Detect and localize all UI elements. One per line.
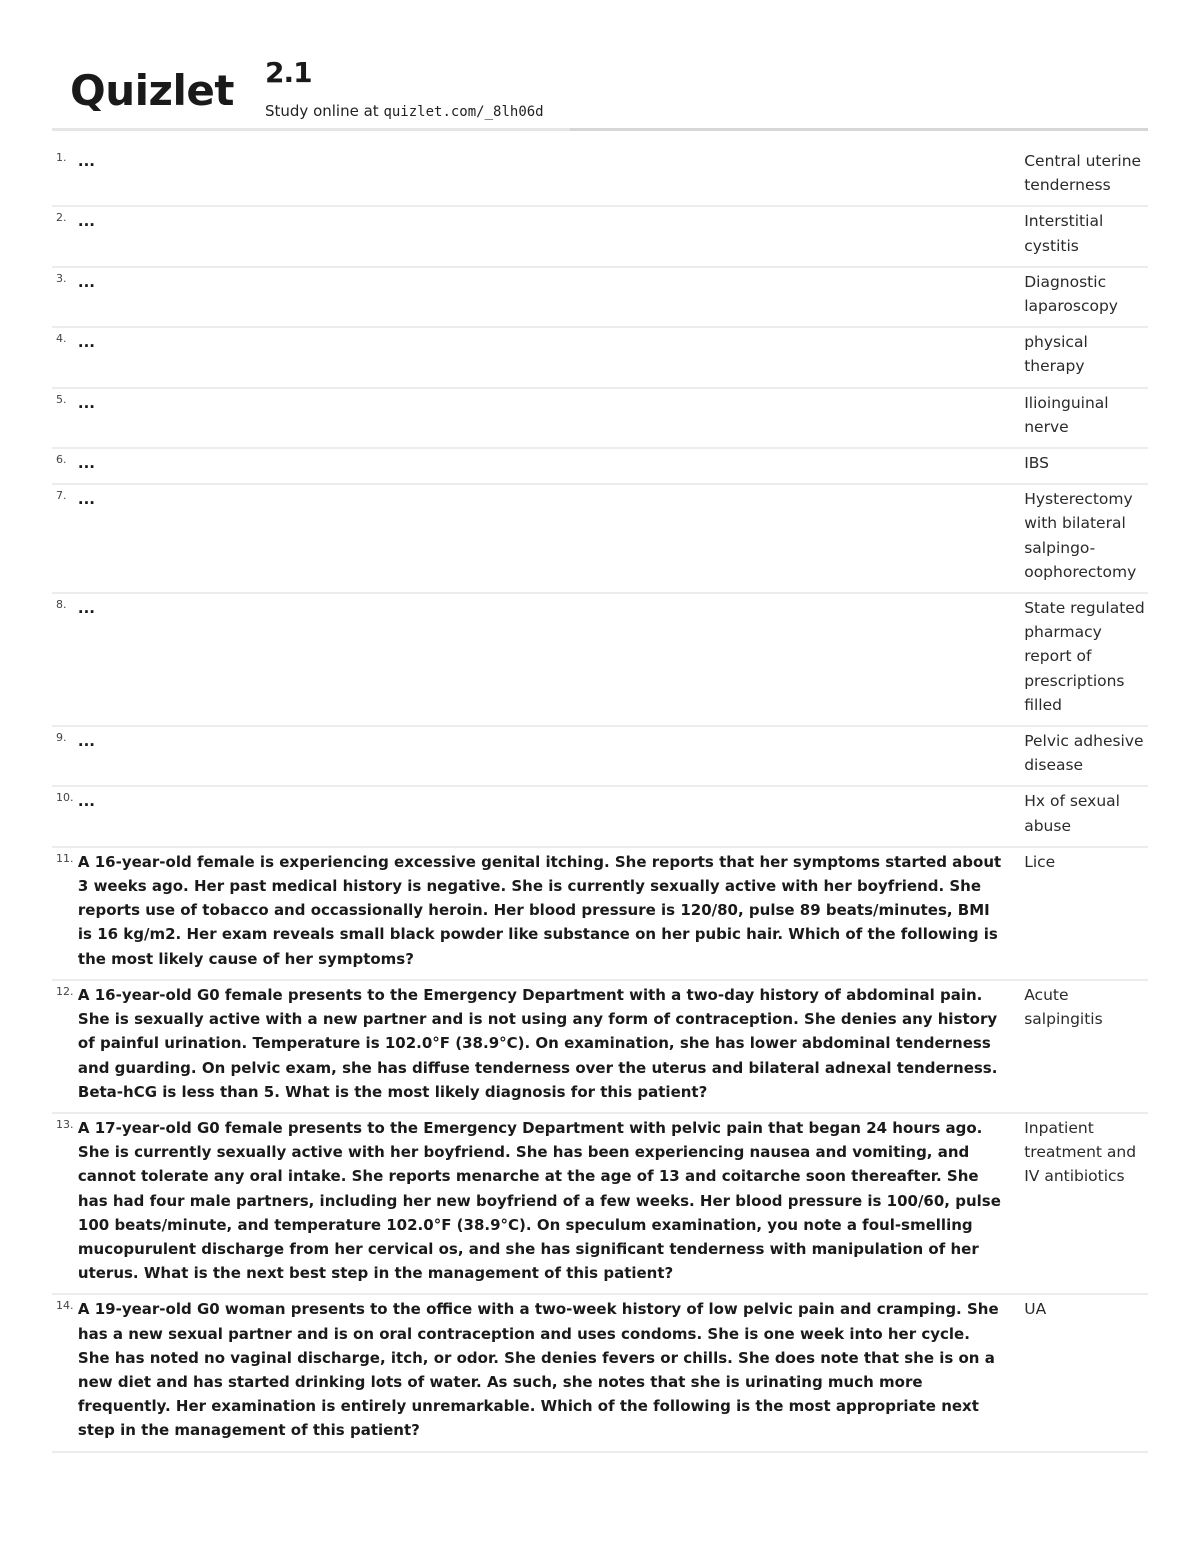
card-definition: IBS bbox=[1012, 448, 1148, 484]
flashcard-row bbox=[52, 147, 1148, 206]
card-definition: Central uterine tenderness bbox=[1012, 147, 1148, 206]
card-definition: State regulated pharmacy report of prescriptions filled bbox=[1012, 593, 1148, 726]
card-term: ... bbox=[78, 484, 1012, 593]
study-url-link[interactable]: quizlet.com/_8lh06d bbox=[383, 104, 544, 120]
card-number: 3. bbox=[52, 267, 78, 327]
card-term: ... bbox=[78, 786, 1012, 846]
card-number: 11. bbox=[52, 847, 78, 980]
card-term: A 16-year-old female is experiencing excessive genital itching. She reports that her symptoms started about 3 weeks ago. Her past medical history is negative. She is currently sexually active with her boyfriend. She reports use of tobacco and occassionally heroin. Her blood pressure is 120/80, pulse 89 beats/minutes, BMI is 16 kg/m2. Her exam reveals small black powder like substance on her pubic hair. Which of the following is the most likely cause of her symptoms? bbox=[78, 847, 1012, 980]
card-term: A 16-year-old G0 female presents to the Emergency Department with a two-day history of abdominal pain. She is sexually active with a new partner and is not using any form of contraception. She denies any history of painful urination. Temperature is 102.0°F (38.9°C). On examination, she has lower abdominal tenderness and guarding. On pelvic exam, she has diffuse tenderness over the uterus and bilateral adnexal tenderness. Beta-hCG is less than 5. What is the most likely diagnosis for this patient? bbox=[78, 980, 1012, 1113]
card-term: A 17-year-old G0 female presents to the Emergency Department with pelvic pain that began 24 hours ago. She is currently sexually active with her boyfriend. She has been experiencing nausea and vomiting, and cannot tolerate any oral intake. She reports menarche at the age of 13 and coitarche soon thereafter. She has had four male partners, including her new boyfriend of a few weeks. Her blood pressure is 100/60, pulse 100 beats/minute, and temperature 102.0°F (38.9°C). On speculum examination, you note a foul-smelling mucopurulent discharge from her cervical os, and she has significant tenderness with manipulation of her uterus. What is the next best step in the management of this patient? bbox=[78, 1113, 1012, 1294]
card-definition: Lice bbox=[1012, 847, 1148, 980]
card-definition: UA bbox=[1012, 1294, 1148, 1451]
flashcard-row bbox=[52, 388, 1148, 448]
card-number: 7. bbox=[52, 484, 78, 593]
card-number: 13. bbox=[52, 1113, 78, 1294]
study-prefix: Study online at bbox=[265, 102, 384, 120]
flashcard-row bbox=[52, 1294, 1148, 1451]
flashcard-row bbox=[52, 847, 1148, 980]
page-header bbox=[52, 52, 1148, 132]
flashcard-row bbox=[52, 786, 1148, 846]
quizlet-logo[interactable]: Quizlet bbox=[70, 66, 234, 115]
study-online-line bbox=[265, 102, 544, 120]
flashcard-row bbox=[52, 593, 1148, 726]
card-definition: Ilioinguinal nerve bbox=[1012, 388, 1148, 448]
card-number: 14. bbox=[52, 1294, 78, 1451]
header-divider bbox=[52, 128, 1148, 131]
card-number: 9. bbox=[52, 726, 78, 786]
card-definition: Acute salpingitis bbox=[1012, 980, 1148, 1113]
card-term: ... bbox=[78, 593, 1012, 726]
card-number: 8. bbox=[52, 593, 78, 726]
card-definition: Pelvic adhesive disease bbox=[1012, 726, 1148, 786]
card-number: 10. bbox=[52, 786, 78, 846]
card-term: ... bbox=[78, 267, 1012, 327]
flashcard-row bbox=[52, 1113, 1148, 1294]
flashcard-row bbox=[52, 267, 1148, 327]
card-number: 2. bbox=[52, 206, 78, 266]
card-term: ... bbox=[78, 327, 1012, 387]
card-number: 6. bbox=[52, 448, 78, 484]
card-number: 1. bbox=[52, 147, 78, 206]
card-definition: Interstitial cystitis bbox=[1012, 206, 1148, 266]
flashcard-row bbox=[52, 327, 1148, 387]
card-number: 5. bbox=[52, 388, 78, 448]
flashcard-row bbox=[52, 726, 1148, 786]
card-definition: Diagnostic laparoscopy bbox=[1012, 267, 1148, 327]
card-term: ... bbox=[78, 147, 1012, 206]
flashcard-row bbox=[52, 484, 1148, 593]
flashcard-table bbox=[52, 147, 1148, 1453]
card-definition: Inpatient treatment and IV antibiotics bbox=[1012, 1113, 1148, 1294]
flashcard-row bbox=[52, 448, 1148, 484]
set-title: 2.1 bbox=[265, 56, 312, 89]
card-number: 4. bbox=[52, 327, 78, 387]
card-definition: physical therapy bbox=[1012, 327, 1148, 387]
card-definition: Hx of sexual abuse bbox=[1012, 786, 1148, 846]
card-number: 12. bbox=[52, 980, 78, 1113]
card-definition: Hysterectomy with bilateral salpingo-oophorectomy bbox=[1012, 484, 1148, 593]
card-term: ... bbox=[78, 726, 1012, 786]
flashcard-row bbox=[52, 980, 1148, 1113]
card-term: ... bbox=[78, 206, 1012, 266]
card-term: A 19-year-old G0 woman presents to the office with a two-week history of low pelvic pain and cramping. She has a new sexual partner and is on oral contraception and uses condoms. She is one week into her cycle. She has noted no vaginal discharge, itch, or odor. She denies fevers or chills. She does note that she is on a new diet and has started drinking lots of water. As such, she notes that she is urinating much more frequently. Her examination is entirely unremarkable. Which of the following is the most appropriate next step in the management of this patient? bbox=[78, 1294, 1012, 1451]
card-term: ... bbox=[78, 388, 1012, 448]
flashcard-row bbox=[52, 206, 1148, 266]
card-term: ... bbox=[78, 448, 1012, 484]
